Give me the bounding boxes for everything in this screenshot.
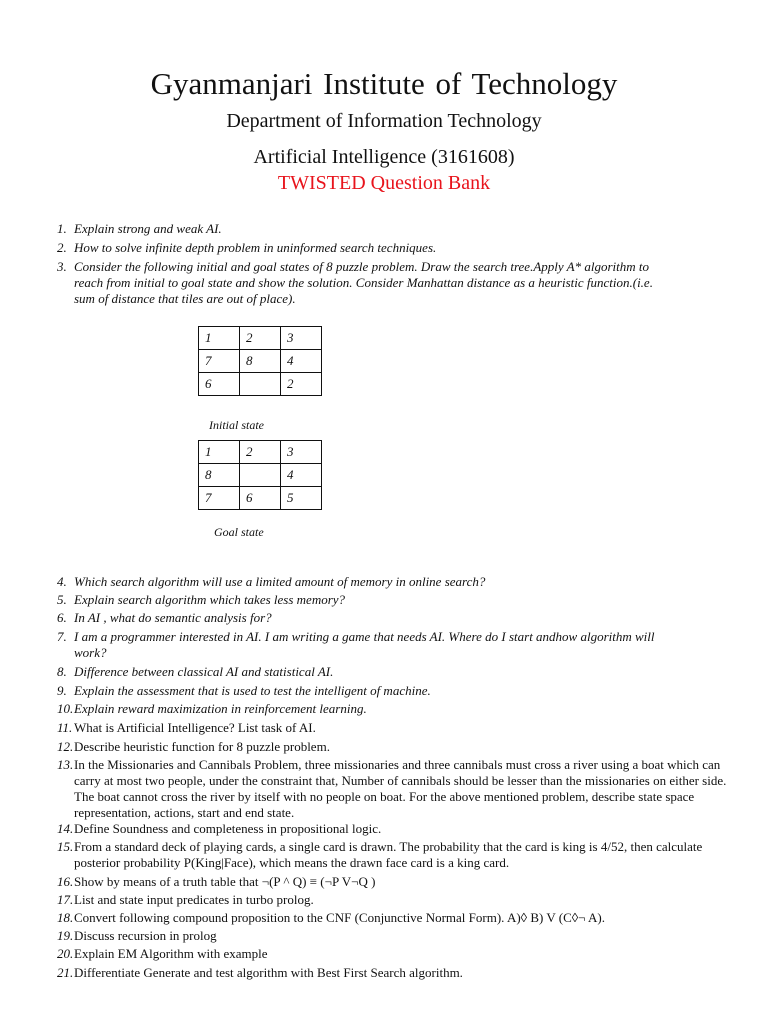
question-number: 5. — [57, 592, 67, 607]
question-text: Describe heuristic function for 8 puzzle problem. — [74, 739, 330, 754]
grid-cell — [240, 373, 281, 396]
question-text: From a standard deck of playing cards, a single card is drawn. The probability that the card is king is 4/52, then calculate posterior probability P(King|Face), which means the drawn face card is a king card. — [74, 839, 703, 870]
grid-cell: 3 — [281, 441, 322, 464]
question-number: 6. — [57, 610, 67, 625]
question-text: Explain EM Algorithm with example — [74, 946, 268, 961]
question-item — [57, 610, 737, 626]
question-text: In AI , what do semantic analysis for? — [74, 610, 272, 625]
question-number: 13. — [57, 757, 74, 772]
question-number: 2. — [57, 240, 67, 255]
question-text: Explain strong and weak AI. — [74, 221, 222, 236]
question-text: In the Missionaries and Cannibals Problem, three missionaries and three cannibals must cross a river using a boat which can carry at most two people, under the constraint that, Number of cannibals should be lesser than the missionaries on either side. The boat cannot cross the river by itself with no people on boat. For the above mentioned problem, describe state space representation, actions, start and end state. — [74, 757, 727, 820]
question-bank-title: TWISTED Question Bank — [277, 172, 491, 194]
question-item — [57, 757, 737, 821]
question-item — [57, 629, 682, 661]
grid-cell: 2 — [281, 373, 322, 396]
question-item — [57, 664, 737, 680]
question-text: How to solve infinite depth problem in uninformed search techniques. — [74, 240, 437, 255]
grid-cell: 3 — [281, 327, 322, 350]
grid-cell: 4 — [281, 350, 322, 373]
question-item — [57, 683, 737, 699]
question-text: Differentiate Generate and test algorithm with Best First Search algorithm. — [74, 965, 463, 980]
question-item — [57, 701, 737, 717]
question-text: Show by means of a truth table that ¬(P ^ Q) ≡ (¬P V¬Q ) — [74, 874, 376, 889]
question-item — [57, 240, 737, 256]
department-heading: Department of Information Technology — [226, 110, 542, 132]
question-item — [57, 874, 737, 890]
question-number: 20. — [57, 946, 74, 961]
grid-cell: 7 — [199, 350, 240, 373]
initial-state-caption: Initial state — [209, 418, 264, 432]
question-item — [57, 574, 737, 590]
grid-cell: 7 — [199, 487, 240, 510]
question-item — [57, 839, 737, 871]
question-number: 19. — [57, 928, 74, 943]
question-text: Explain the assessment that is used to test the intelligent of machine. — [74, 683, 431, 698]
grid-cell: 2 — [240, 441, 281, 464]
grid-cell: 6 — [199, 373, 240, 396]
question-text: Which search algorithm will use a limited amount of memory in online search? — [74, 574, 486, 589]
course-heading: Artificial Intelligence (3161608) — [253, 146, 515, 168]
question-item — [57, 592, 737, 608]
question-number: 9. — [57, 683, 67, 698]
question-number: 17. — [57, 892, 74, 907]
question-item — [57, 720, 737, 736]
question-number: 15. — [57, 839, 74, 854]
question-number: 18. — [57, 910, 74, 925]
question-text: Consider the following initial and goal states of 8 puzzle problem. Draw the search tree.Apply A* algorithm to reach from initial to goal state and show the solution. Consider Manhattan distance as a heuristic function.(i.e. sum of distance that tiles are out of place). — [74, 259, 653, 306]
question-number: 12. — [57, 739, 74, 754]
grid-cell: 5 — [281, 487, 322, 510]
question-number: 8. — [57, 664, 67, 679]
question-text: What is Artificial Intelligence? List task of AI. — [74, 720, 316, 735]
question-item — [57, 221, 737, 237]
question-text: Explain search algorithm which takes less memory? — [74, 592, 346, 607]
question-number: 4. — [57, 574, 67, 589]
grid-cell: 4 — [281, 464, 322, 487]
question-item — [57, 821, 737, 837]
grid-cell: 2 — [240, 327, 281, 350]
question-text: I am a programmer interested in AI. I am writing a game that needs AI. Where do I start andhow algorithm will work? — [74, 629, 655, 660]
question-number: 10. — [57, 701, 74, 716]
institute-title: Gyanmanjari Institute of Technology — [150, 66, 618, 101]
goal-state-grid — [198, 440, 322, 510]
question-item — [57, 259, 657, 307]
question-item — [57, 965, 737, 981]
grid-cell: 6 — [240, 487, 281, 510]
grid-cell — [240, 464, 281, 487]
question-text: Define Soundness and completeness in propositional logic. — [74, 821, 382, 836]
grid-cell: 8 — [240, 350, 281, 373]
question-number: 11. — [57, 720, 73, 735]
question-text: Explain reward maximization in reinforcement learning. — [74, 701, 367, 716]
question-number: 1. — [57, 221, 67, 236]
question-text: Discuss recursion in prolog — [74, 928, 217, 943]
question-number: 7. — [57, 629, 67, 644]
grid-cell: 8 — [199, 464, 240, 487]
question-item — [57, 910, 737, 926]
question-item — [57, 946, 737, 962]
question-number: 3. — [57, 259, 67, 274]
question-text: Difference between classical AI and statistical AI. — [74, 664, 334, 679]
question-text: List and state input predicates in turbo prolog. — [74, 892, 314, 907]
question-item — [57, 892, 737, 908]
question-number: 16. — [57, 874, 74, 889]
question-text: Convert following compound proposition to the CNF (Conjunctive Normal Form). A)◊ B) V (C◊¬ A). — [74, 910, 606, 925]
question-number: 14. — [57, 821, 74, 836]
question-number: 21. — [57, 965, 74, 980]
grid-cell: 1 — [199, 441, 240, 464]
goal-state-caption: Goal state — [214, 525, 264, 539]
grid-cell: 1 — [199, 327, 240, 350]
initial-state-grid — [198, 326, 322, 396]
question-item — [57, 928, 737, 944]
question-item — [57, 739, 737, 755]
